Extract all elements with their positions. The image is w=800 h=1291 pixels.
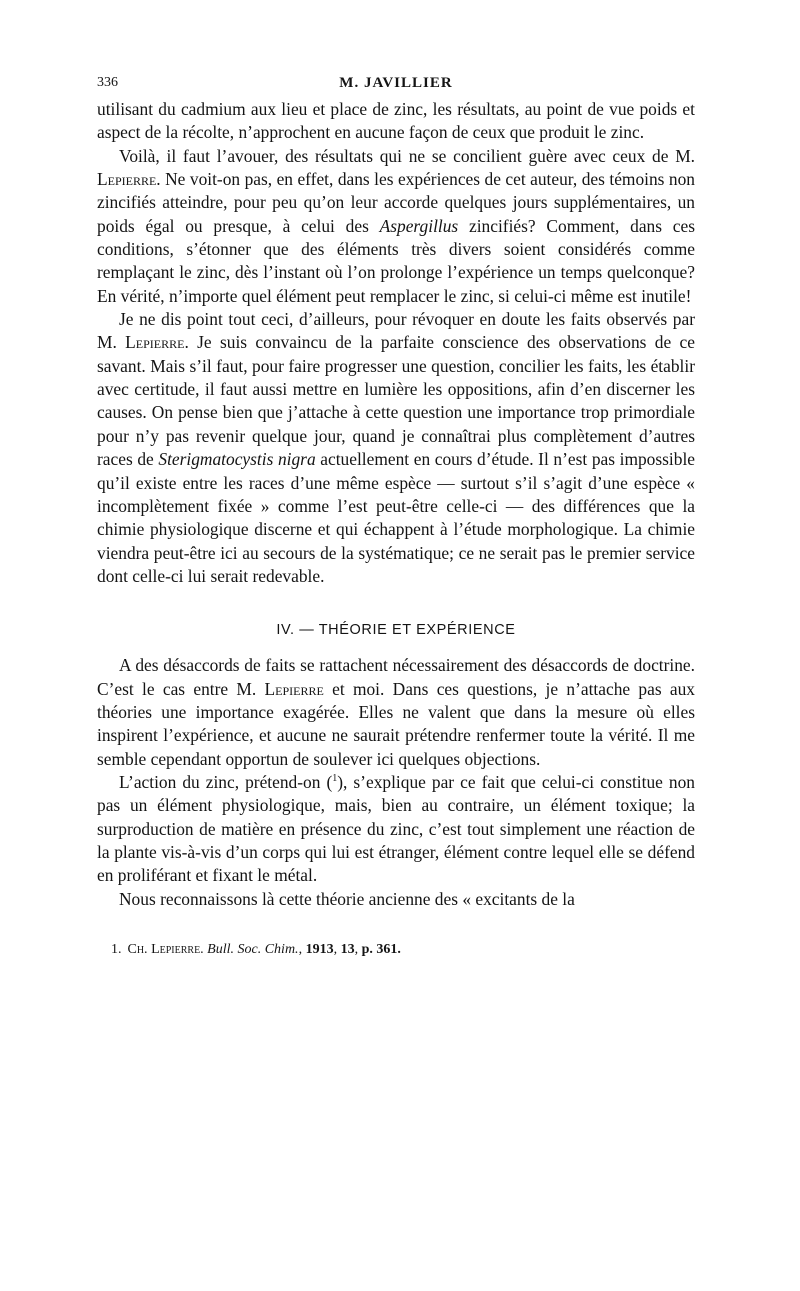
- author-name: Lepierre: [264, 678, 324, 699]
- paragraph-je-ne-dis: Je ne dis point tout ceci, d’ailleurs, pour révoquer en doute les faits observés par M. Lepierre. Je suis convaincu de la parfaite conscience des observations de ce savant. Mais s’il faut, pour faire progresser une question, concilier les faits, les établir avec certitude, il faut aussi mettre en lumière les oppositions, afin d’en discerner les causes. On pense bien que j’attache à cette question une importance trop primordiale pour n’y pas revenir quelque jour, quand je connaîtrai plus complètement d’autres races de Sterigmatocystis nigra actuellement en cours d’étude. Il n’est pas impossible qu’il existe entre les races d’une même espèce — surtout s’il s’agit d’une espèce « incomplètement fixée » comme l’est peut-être celle-ci — des différences que la chimie physiologique discerne et qui échappent à l’étude morphologique. La chimie viendra peut-être ici au secours de la systématique; ce ne serait pas le premier service dont celle-ci lui serait redevable.: [97, 309, 695, 586]
- paragraph-voila: Voilà, il faut l’avouer, des résultats qui ne se concilient guère avec ceux de M. Lepierre. Ne voit-on pas, en effet, dans les expériences de cet auteur, des témoins non zincifiés atteindre, pour peu qu’on leur accorde quelques jours supplémentaires, un poids égal ou presque, à celui des Aspergillus zincifiés? Comment, dans ces conditions, s’étonner que des éléments très divers soient considérés comme remplaçant le zinc, dès l’instant où l’on prolonge l’expérience un temps quelconque? En vérité, n’importe quel élément peut remplacer le zinc, si celui-ci même est inutile!: [97, 145, 695, 306]
- running-title: M. JAVILLIER: [339, 75, 453, 91]
- book-page: [97, 72, 695, 959]
- author-name: Lepierre: [125, 332, 185, 353]
- page-number: 336: [97, 75, 118, 90]
- species-name: Sterigmatocystis nigra: [158, 449, 316, 470]
- author-name: Lepierre: [97, 169, 157, 190]
- footnote-reference: 1: [332, 773, 338, 785]
- footnote: 1. Ch. Lepierre. Bull. Soc. Chim., 1913, 13, p. 361.: [111, 942, 401, 957]
- section-heading: IV. — THÉORIE ET EXPÉRIENCE: [276, 622, 516, 639]
- paragraph-action-du-zinc: L’action du zinc, prétend-on ($^1$), s’explique par ce fait que celui-ci constitue non pas un élément physiologique, mais, bien au contraire, un élément toxique; la surproduction de matière en présence du zinc, c’est tout simplement une réaction de la plante vis-à-vis d’un corps qui lui est étranger, élément contre lequel elle se défend en proliférant et fixant le métal.: [97, 771, 695, 886]
- footnote-author: Lepierre: [151, 942, 201, 957]
- running-head: [97, 72, 695, 94]
- footnote-number: 1.: [111, 942, 122, 957]
- paragraph-continued: utilisant du cadmium aux lieu et place de zinc, les résultats, au point de vue poids et aspect de la récolte, n’approchent en aucune façon de ceux que produit le zinc.: [97, 99, 695, 143]
- paragraph-desaccords: A des désaccords de faits se rattachent nécessairement des désaccords de doctrine. C’est le cas entre M. Lepierre et moi. Dans ces questions, je n’attache pas aux théories une importance exagérée. Elles ne valent que dans la mesure où elles inspirent l’expérience, et aucune ne saurait prétendre renfermer toute la vérité. Il me semble cependant opportun de soulever ici quelques objections.: [97, 655, 695, 769]
- paragraph-nous-reconnaissons: Nous reconnaissons là cette théorie ancienne des « excitants de la: [119, 888, 575, 909]
- journal-title: Bull. Soc. Chim.: [207, 942, 299, 957]
- genus-name: Aspergillus: [379, 215, 459, 236]
